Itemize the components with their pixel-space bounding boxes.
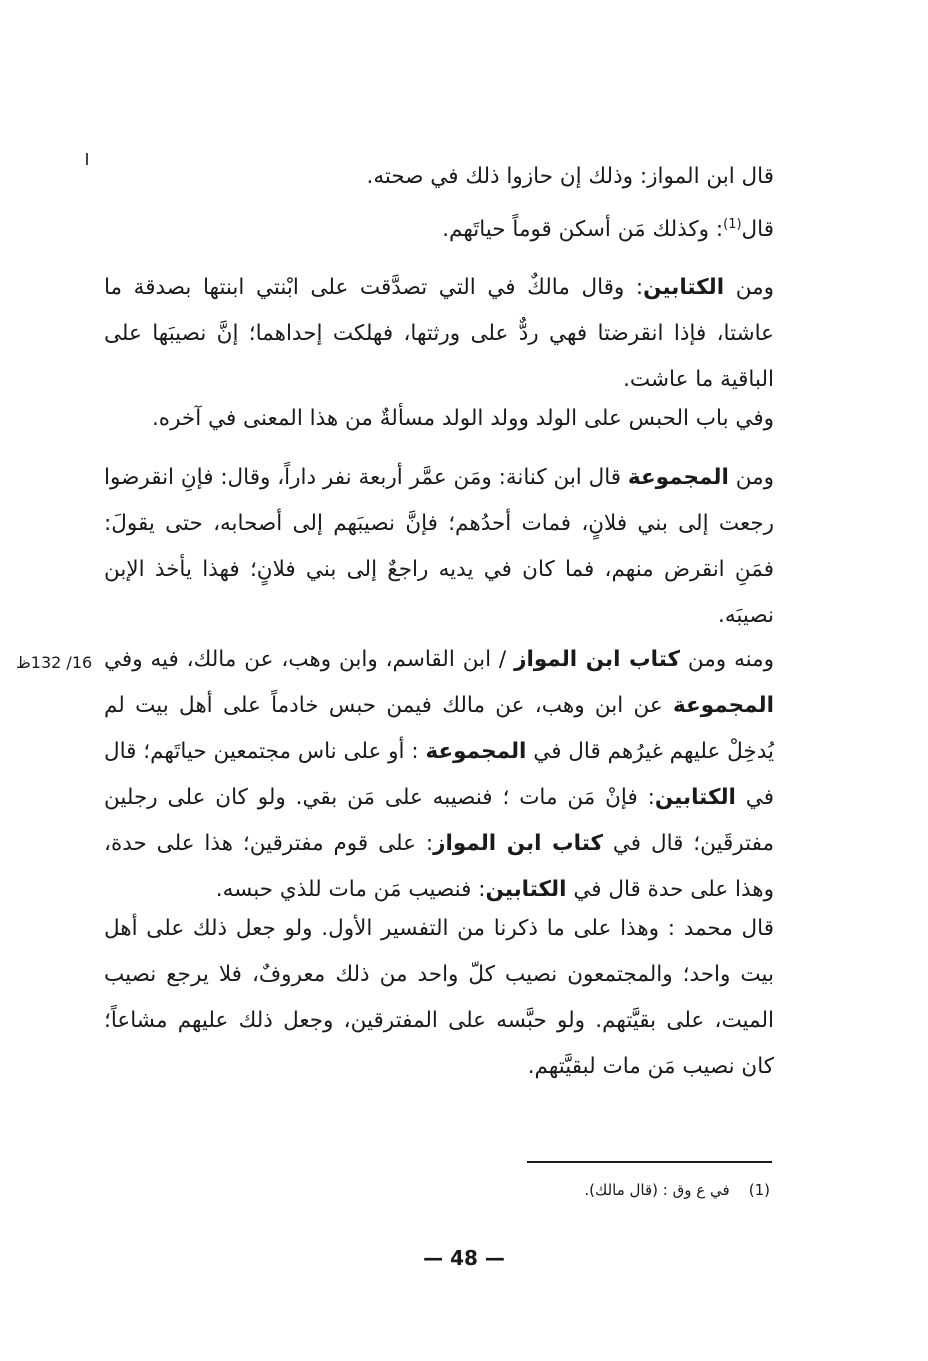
paragraph-4-text: وفي باب الحبس على الولد وولد الولد مسألةٌ من هذا المعنى في آخره.	[151, 406, 774, 431]
paragraph-3-text-a: ومن	[724, 275, 774, 300]
paragraph-7	[104, 906, 774, 1090]
footnote-reference-marker: (1)	[723, 216, 742, 232]
paragraph-2	[104, 207, 774, 253]
margin-tick-mark	[86, 153, 88, 165]
source-title-ibn-mawaz: كتاب ابن المواز	[514, 647, 681, 672]
paragraph-1-text: قال ابن المواز: وذلك إن حازوا ذلك في صحته.	[366, 164, 774, 189]
paragraph-5	[104, 455, 774, 639]
paragraph-6-text-e: عن ابن وهب، عن مالك فيمن حبس خادماً على أهل بيت لم يُدخِلْ عليهم غيرُهم قال في	[104, 693, 774, 764]
footnote-text: في ع وق : (قال مالك).	[584, 1181, 730, 1199]
paragraph-6-text-c: / ابن القاسم، وابن وهب، عن مالك، فيه وفي	[104, 647, 515, 672]
paragraph-1	[104, 154, 774, 200]
source-title-kitabayn: الكتابين	[643, 275, 725, 300]
footnote-divider	[527, 1161, 772, 1163]
footnote-number: (1)	[748, 1181, 770, 1199]
paragraph-4	[104, 396, 774, 442]
paragraph-5-text-a: ومن	[728, 465, 774, 490]
paragraph-6-text-m: : فنصيب مَن مات للذي حبسه.	[215, 877, 486, 902]
paragraph-3-text-c: : وقال مالكٌ في التي تصدَّقت على ابْنتي ابنتها بصدقة ما عاشتا، فإذا انقرضتا فهي ردٌّ على ورثتها، فهلكت إحداهما؛ إنَّ نصيبَها على الباقية ما عاشت.	[104, 275, 774, 392]
paragraph-5-text-c: قال ابن كنانة: ومَن عمَّر أربعة نفر داراً، وقال: فإنِ انقرضوا رجعت إلى بني فلانٍ، فمات أحدُهم؛ فإنَّ نصيبَهم إلى أصحابه، حتى يقولَ: فمَنِ انقرض منهم، فما كان في يديه راجعٌ إلى بني فلانٍ؛ فهذا يأخذ الإبن نصيبَه.	[104, 465, 774, 628]
paragraph-6-text-a: ومنه ومن	[680, 647, 774, 672]
paragraph-6-text-i: : فإنْ مَن مات ؛ فنصيبه على مَن بقي. ولو كان على رجلين مفترقَين؛ قال في	[104, 785, 774, 856]
source-title-ibn-mawaz: كتاب ابن المواز	[433, 831, 603, 856]
paragraph-2-text-a: قال	[741, 217, 774, 242]
paragraph-6-text-g: : أو على ناس مجتمعين حياتَهم؛ قال في	[104, 739, 774, 810]
paragraph-6	[104, 637, 774, 913]
page-number: — 48 —	[423, 1246, 505, 1270]
footnote	[480, 1179, 770, 1201]
paragraph-2-text-b: : وكذلك مَن أسكن قوماً حياتَهم.	[442, 217, 724, 242]
source-title-majmuah: المجموعة	[425, 739, 527, 764]
paragraph-6-text-k: : على قوم مفترقين؛ هذا على حدة، وهذا على حدة قال في	[104, 831, 774, 902]
source-title-majmuah: المجموعة	[673, 693, 774, 718]
paragraph-7-text: قال محمد : وهذا على ما ذكرنا من التفسير الأول. ولو جعل ذلك على أهل بيت واحد؛ والمجتمعون نصيب كلّ واحد من ذلك معروفٌ، فلا يرجع نصيب الميت، على بقيَّتهم. ولو حبَّسه على المفترقين، وجعل ذلك عليهم مشاعاً؛ كان نصيب مَن مات لبقيَّتهم.	[104, 916, 774, 1079]
paragraph-3	[104, 265, 774, 403]
margin-manuscript-reference: 16/ 132ظ	[16, 653, 93, 672]
source-title-kitabayn: الكتابين	[654, 785, 736, 810]
source-title-kitabayn: الكتابين	[485, 877, 567, 902]
source-title-majmuah: المجموعة	[627, 465, 729, 490]
